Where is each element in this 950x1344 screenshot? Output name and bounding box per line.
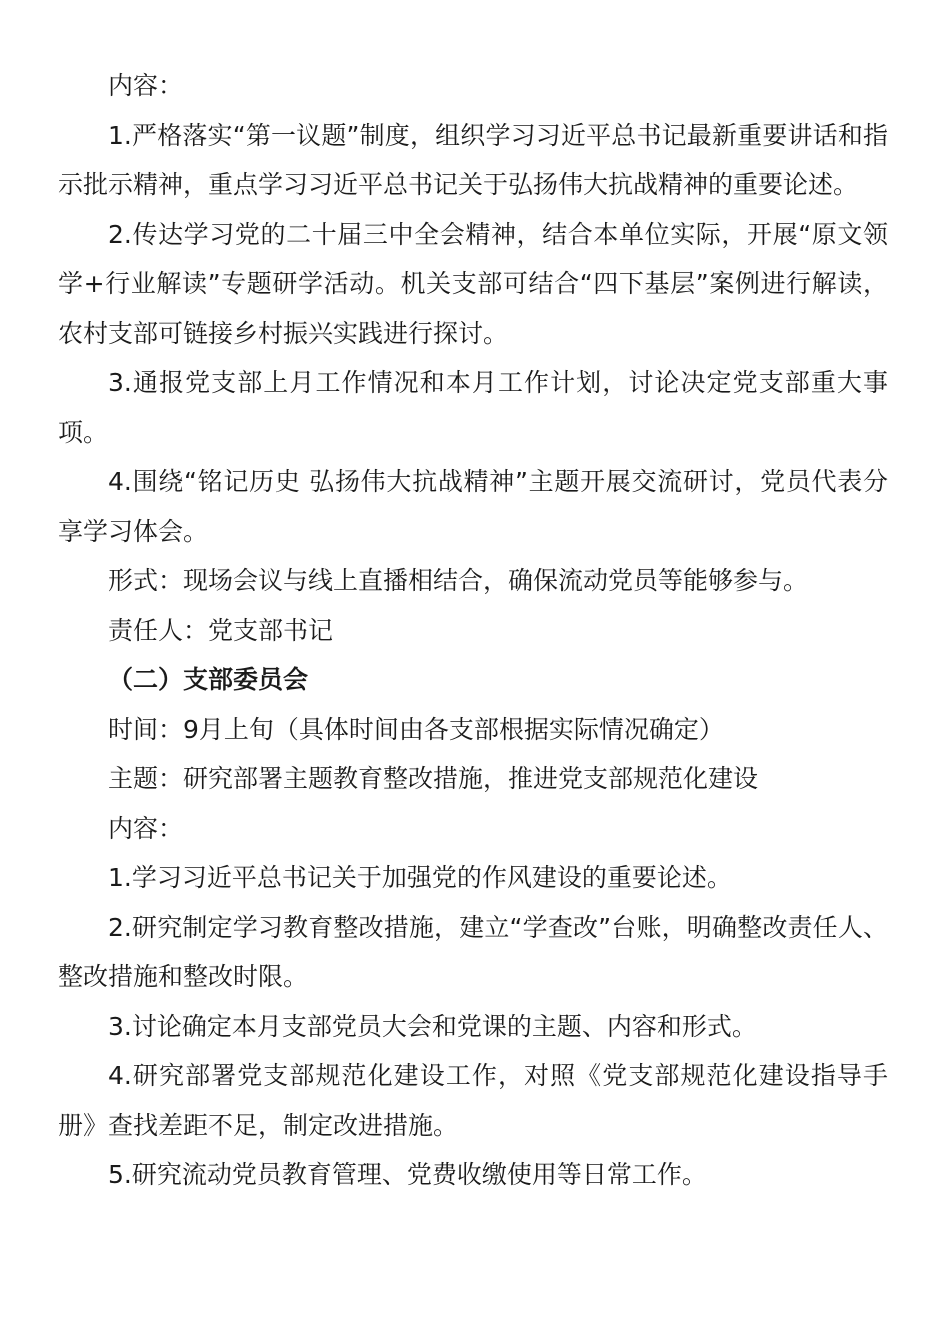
responsible-person-line: 责任人：党支部书记	[108, 615, 334, 645]
content-label-2: 内容：	[108, 813, 184, 843]
time-line: 时间：9月上旬（具体时间由各支部根据实际情况确定）	[108, 714, 724, 744]
item-1-first-topic: 1.严格落实“第一议题”制度，组织学习习近平总书记最新重要讲话和指示批示精神，重点学习习近平总书记关于弘扬伟大抗战精神的重要论述。	[58, 120, 888, 199]
format-line: 形式：现场会议与线上直播相结合，确保流动党员等能够参与。	[108, 566, 809, 595]
content-label: 内容：	[108, 71, 184, 100]
committee-item-5: 5.研究流动党员教育管理、党费收缴使用等日常工作。	[108, 1160, 707, 1189]
committee-item-3: 3.讨论确定本月支部党员大会和党课的主题、内容和形式。	[108, 1011, 757, 1041]
committee-item-2: 2.研究制定学习教育整改措施，建立“学查改”台账，明确整改责任人、整改措施和整改时限。	[58, 912, 888, 991]
theme-line: 主题：研究部署主题教育整改措施，推进党支部规范化建设	[108, 764, 759, 793]
committee-item-4: 4.研究部署党支部规范化建设工作，对照《党支部规范化建设指导手册》查找差距不足，制定改进措施。	[58, 1061, 888, 1140]
item-3-monthly-report: 3.通报党支部上月工作情况和本月工作计划，讨论决定党支部重大事项。	[58, 368, 888, 447]
item-4-discussion: 4.围绕“铭记历史 弘扬伟大抗战精神”主题开展交流研讨，党员代表分享学习体会。	[58, 467, 888, 546]
committee-item-1: 1.学习习近平总书记关于加强党的作风建设的重要论述。	[108, 863, 732, 892]
section-heading-branch-committee: （二）支部委员会	[108, 665, 309, 694]
item-2-plenary-study: 2.传达学习党的二十届三中全会精神，结合本单位实际，开展“原文领学+行业解读”专题研学活动。机关支部可结合“四下基层”案例进行解读，农村支部可链接乡村振兴实践进行探讨。	[58, 219, 888, 348]
